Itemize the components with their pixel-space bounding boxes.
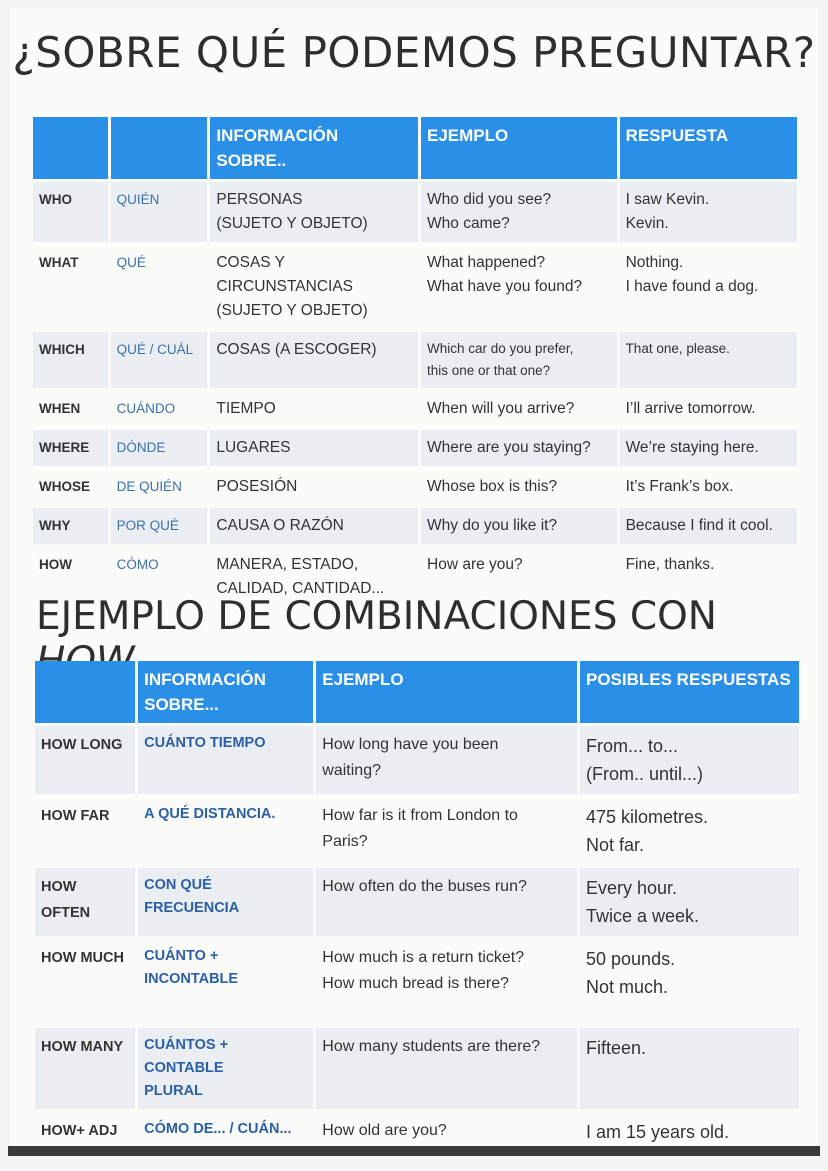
question-word: WHY (33, 508, 108, 544)
translation: DE QUIÉN (111, 469, 208, 505)
example-cell-line: Why do you like it? (427, 517, 558, 534)
translation (138, 939, 313, 1025)
example-cell (421, 430, 617, 466)
table-row (33, 332, 797, 388)
example-cell (316, 797, 577, 865)
example-cell (421, 391, 617, 427)
answer-cell-line: I have found a dog. (625, 278, 759, 295)
how-combinations-table (32, 658, 802, 1155)
bottom-edge-bar (8, 1146, 820, 1156)
info-cell-line: CAUSA O RAZÓN (216, 517, 344, 534)
translation (138, 868, 313, 936)
info-cell (210, 391, 418, 427)
table-header-row (35, 661, 799, 723)
example-cell (421, 182, 617, 242)
answer-cell (620, 430, 797, 466)
table-row (33, 391, 797, 427)
example-cell-line: waiting? (322, 762, 381, 779)
question-word: WHICH (33, 332, 108, 388)
answer-cell-line: Not far. (586, 835, 645, 855)
how-phrase: HOW MANY (35, 1028, 135, 1109)
translation: CUÁNDO (111, 391, 208, 427)
info-cell-line: CALIDAD, CANTIDAD... (216, 580, 385, 597)
example-cell (316, 868, 577, 936)
answer-cell-line: Fifteen. (586, 1038, 647, 1058)
answer-cell (620, 508, 797, 544)
answer-cell-line: That one, please. (625, 341, 730, 356)
header-ejemplo: EJEMPLO (421, 117, 617, 179)
how-phrase: HOW LONG (35, 726, 135, 794)
answer-cell (620, 332, 797, 388)
header-info: INFORMACIÓN SOBRE... (138, 661, 313, 723)
answer-cell-line: Kevin. (625, 215, 669, 232)
how-phrase: HOW+ ADJ (35, 1112, 135, 1152)
example-cell-line: Whose box is this? (427, 478, 558, 495)
example-cell (421, 332, 617, 388)
answer-cell-line: From... to... (586, 736, 679, 756)
translation-line: CUÁNTOS + CONTABLE (144, 1037, 229, 1076)
answer-cell (620, 469, 797, 505)
table-header-row (33, 117, 797, 179)
answer-cell-line: 50 pounds. (586, 949, 676, 969)
question-word: HOW (33, 547, 108, 607)
table-row (33, 430, 797, 466)
table-row (33, 508, 797, 544)
info-cell-line: PERSONAS (216, 191, 303, 208)
answer-cell-line: Fine, thanks. (625, 556, 715, 573)
header-cell (111, 117, 208, 179)
info-cell (210, 245, 418, 329)
info-cell-line: POSESIÓN (216, 478, 298, 495)
answer-cell (580, 726, 799, 794)
info-cell (210, 430, 418, 466)
answer-cell-line: I am 15 years old. (586, 1122, 730, 1142)
how-phrase: HOW MUCH (35, 939, 135, 1025)
answer-cell (580, 1028, 799, 1109)
translation-line: PLURAL (144, 1083, 203, 1099)
example-cell (316, 1028, 577, 1109)
translation-line: A QUÉ DISTANCIA. (144, 806, 276, 822)
answer-cell (620, 391, 797, 427)
example-cell-line: When will you arrive? (427, 400, 575, 417)
question-word: WHOSE (33, 469, 108, 505)
table-row (35, 868, 799, 936)
answer-cell-line: Every hour. (586, 878, 678, 898)
how-phrase: HOW OFTEN (35, 868, 135, 936)
info-cell (210, 508, 418, 544)
answer-cell-line: We’re staying here. (625, 439, 759, 456)
table-row (33, 245, 797, 329)
question-words-table (30, 114, 800, 610)
section-title-text: EJEMPLO DE COMBINACIONES CON (36, 594, 717, 639)
example-cell-line: What have you found? (427, 278, 583, 295)
translation (138, 1028, 313, 1109)
question-word: WHEN (33, 391, 108, 427)
translation (138, 797, 313, 865)
example-cell-line: How far is it from London to (322, 807, 518, 824)
header-cell (33, 117, 108, 179)
answer-cell-line: Not much. (586, 977, 669, 997)
question-word: WHAT (33, 245, 108, 329)
answer-cell-line: 475 kilometres. (586, 807, 709, 827)
how-phrase: HOW FAR (35, 797, 135, 865)
table-row (35, 726, 799, 794)
example-cell-line: Paris? (322, 833, 368, 850)
info-cell (210, 182, 418, 242)
header-cell (35, 661, 135, 723)
table-row (35, 1028, 799, 1109)
example-cell-line: Which car do you prefer, (427, 341, 574, 356)
info-cell (210, 469, 418, 505)
answer-cell-line: Nothing. (625, 254, 684, 271)
question-word: WHO (33, 182, 108, 242)
answer-cell-line: Because I find it cool. (625, 517, 773, 534)
info-cell (210, 332, 418, 388)
example-cell-line: Where are you staying? (427, 439, 591, 456)
info-cell-line: COSAS (A ESCOGER) (216, 341, 377, 358)
example-cell-line: How many students are there? (322, 1038, 541, 1055)
translation: QUIÉN (111, 182, 208, 242)
example-cell-line: this one or that one? (427, 363, 551, 378)
header-respuestas: POSIBLES RESPUESTAS (580, 661, 799, 723)
example-cell (421, 245, 617, 329)
question-word: WHERE (33, 430, 108, 466)
example-cell-line: How much bread is there? (322, 975, 510, 992)
translation-line: CUÁNTO + (144, 948, 219, 964)
answer-cell (620, 182, 797, 242)
answer-cell (580, 797, 799, 865)
example-cell-line: How old are you? (322, 1122, 447, 1139)
translation: POR QUÉ (111, 508, 208, 544)
info-cell-line: LUGARES (216, 439, 291, 456)
translation (138, 726, 313, 794)
table-row (33, 182, 797, 242)
example-cell-line: What happened? (427, 254, 546, 271)
page-title: ¿SOBRE QUÉ PODEMOS PREGUNTAR? (12, 28, 816, 77)
table-row (33, 469, 797, 505)
answer-cell (620, 245, 797, 329)
info-cell-line: COSAS Y CIRCUNSTANCIAS (216, 254, 353, 295)
example-cell-line: Who did you see? (427, 191, 552, 208)
info-cell-line: MANERA, ESTADO, (216, 556, 359, 573)
translation: DÓNDE (111, 430, 208, 466)
example-cell-line: How are you? (427, 556, 523, 573)
example-cell (316, 939, 577, 1025)
example-cell (421, 508, 617, 544)
info-cell-line: (SUJETO Y OBJETO) (216, 215, 368, 232)
answer-cell (580, 939, 799, 1025)
translation-line: CÓMO DE... / CUÁN... (144, 1121, 292, 1137)
translation-line: CUÁNTO TIEMPO (144, 735, 266, 751)
answer-cell-line: I saw Kevin. (625, 191, 710, 208)
answer-cell (580, 868, 799, 936)
header-respuesta: RESPUESTA (620, 117, 797, 179)
example-cell-line: How much is a return ticket? (322, 949, 525, 966)
example-cell-line: Who came? (427, 215, 510, 232)
answer-cell-line: It’s Frank’s box. (625, 478, 734, 495)
example-cell-line: How long have you been (322, 736, 499, 753)
table-row (35, 797, 799, 865)
translation: QUÉ / CUÁL (111, 332, 208, 388)
example-cell (316, 726, 577, 794)
translation-line: CON QUÉ FRECUENCIA (144, 877, 240, 916)
header-ejemplo: EJEMPLO (316, 661, 577, 723)
translation: CÓMO (111, 547, 208, 607)
table-row (35, 939, 799, 1025)
example-cell-line: How often do the buses run? (322, 878, 527, 895)
answer-cell-line: (From.. until...) (586, 764, 704, 784)
info-cell-line: (SUJETO Y OBJETO) (216, 302, 368, 319)
answer-cell-line: Twice a week. (586, 906, 700, 926)
translation-line: INCONTABLE (144, 971, 239, 987)
answer-cell-line: I’ll arrive tomorrow. (625, 400, 756, 417)
info-cell-line: TIEMPO (216, 400, 276, 417)
translation: QUÉ (111, 245, 208, 329)
header-info: INFORMACIÓN SOBRE.. (210, 117, 418, 179)
example-cell (421, 469, 617, 505)
